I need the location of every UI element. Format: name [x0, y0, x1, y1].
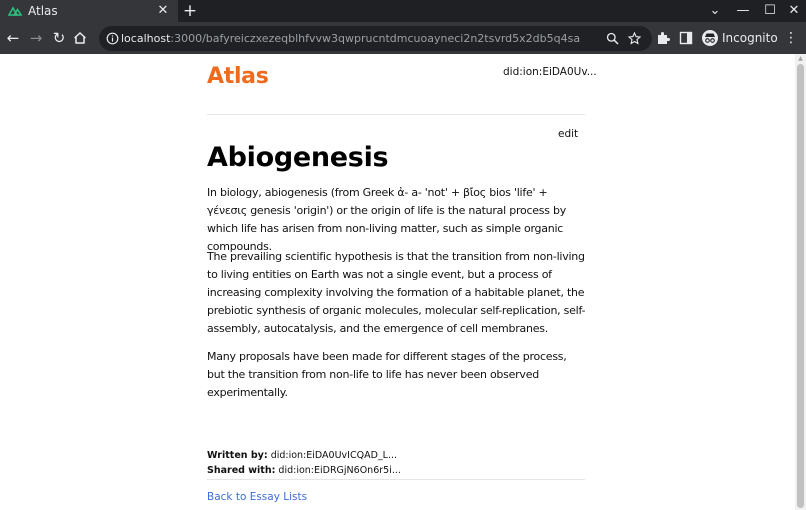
browser-menu-button[interactable]: ⋮ [784, 30, 798, 46]
reload-button[interactable]: ↻ [52, 29, 66, 47]
url-text[interactable] [121, 31, 580, 46]
address-bar[interactable] [99, 26, 652, 51]
user-did[interactable]: did:ion:EiDA0Uv... [503, 66, 597, 78]
article-title: Abiogenesis [207, 142, 389, 173]
bookmark-star-icon[interactable] [628, 32, 641, 45]
edit-link[interactable]: edit [558, 128, 579, 140]
side-panel-icon[interactable] [679, 31, 693, 45]
tab-search-button[interactable]: ⌄ [709, 3, 721, 18]
minimize-button[interactable]: — [736, 3, 750, 18]
browser-tab-atlas[interactable] [0, 0, 178, 22]
back-button[interactable]: ← [6, 29, 20, 47]
written-by-value: did:ion:EiDA0UvICQAD_L... [270, 450, 397, 461]
shared-with-label: Shared with: [207, 465, 276, 476]
footer-divider [207, 479, 585, 480]
new-tab-button[interactable]: + [182, 1, 198, 21]
scroll-up-arrow-icon[interactable]: ▲ [798, 55, 803, 62]
window-close-button[interactable]: ✕ [788, 3, 800, 18]
article-paragraph: The prevailing scientific hypothesis is that the transition from non-living to living entities on Earth was not a single event, but a process of increasing complexity involving the formation of a habitable planet, the prebiotic synthesis of organic molecules, molecular self-replication, self-assembly, autocatalysis, and the emergence of cell membranes. [207, 250, 586, 335]
info-icon[interactable] [106, 32, 119, 45]
profile-button[interactable] [700, 26, 778, 50]
extensions-icon[interactable] [656, 31, 670, 45]
page-viewport [0, 54, 795, 510]
home-icon[interactable] [72, 30, 88, 46]
written-by [207, 449, 397, 462]
header-divider [207, 114, 585, 115]
zoom-icon[interactable] [606, 32, 619, 45]
shared-with-value: did:ion:EiDRGjN6On6r5i... [278, 465, 401, 476]
shared-with [207, 464, 401, 477]
scrollbar-thumb[interactable] [797, 64, 804, 508]
browser-toolbar [0, 22, 806, 54]
url-host: localhost [121, 32, 171, 45]
url-path: :3000/bafyreiczxezeqblhfvvw3qwprucntdmcuoayneci2n2tsvrd5x2db5q4sa [170, 32, 581, 45]
forward-button[interactable]: → [29, 29, 43, 47]
profile-label: Incognito [722, 31, 778, 45]
tab-title: Atlas [28, 4, 58, 18]
incognito-icon [702, 30, 718, 46]
back-to-essay-lists-link[interactable]: Back to Essay Lists [207, 491, 308, 503]
maximize-button[interactable]: ☐ [764, 3, 776, 18]
article-paragraph: In biology, abiogenesis (from Greek ἀ- a- 'not' + βῐ́ος bios 'life' + γένεσις genesis 'origin') or the origin of life is the natural process by which life has arisen from non-living matter, such as simple organic compounds. [207, 186, 566, 253]
browser-tab-strip [0, 0, 806, 22]
site-title[interactable]: Atlas [207, 64, 269, 89]
page-scrollbar[interactable] [795, 54, 806, 510]
close-icon[interactable]: ✕ [157, 3, 169, 18]
written-by-label: Written by: [207, 450, 268, 461]
article-paragraph: Many proposals have been made for different stages of the process, but the transition from non-life to life has never been observed experimentally. [207, 350, 567, 399]
atlas-favicon-icon [8, 4, 22, 18]
